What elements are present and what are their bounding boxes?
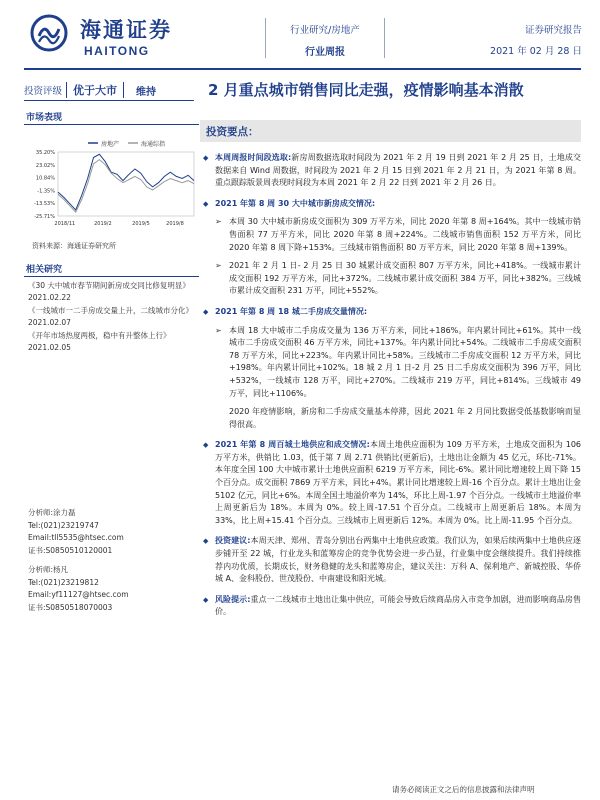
key-point-text: 新房周数据选取时间段为 2021 年 2 月 19 日到 2021 年 2 月 25 日，土地成交数据来自 Wind 周数据，时间段为 2021 年 2 月 15 日到 2021 年 2 月 21 日，为 2021 年第 8 周。重点跟踪版景周表现时间段为本周 2021 年 2 月 22 日到 2021 年 2 月 26 日。 <box>215 153 581 188</box>
y-tick-label: -1.35% <box>37 188 55 195</box>
key-point-investment <box>203 535 581 585</box>
y-tick-label: -25.71% <box>34 214 55 220</box>
header-divider <box>265 18 266 58</box>
key-point-title: 投资建议: <box>215 536 251 546</box>
haitong-logo-icon <box>30 14 68 52</box>
key-point-second-hand <box>203 306 581 319</box>
chart-source: 资料来源：海通证券研究所 <box>32 242 116 250</box>
key-point-new-homes <box>203 198 581 211</box>
x-tick-label: 2018/11 <box>54 221 76 227</box>
report-category: 行业研究/房地产 <box>290 25 360 36</box>
market-performance-heading: 市场表现 <box>26 113 63 123</box>
related-report-link[interactable]: 《30 大中城市春节期间新房成交同比修复明显》2021.02.22 <box>28 281 190 302</box>
analyst-certificate: 证书:S0850510120001 <box>28 546 113 556</box>
section-rule <box>24 124 199 125</box>
analyst-phone: Tel:(021)23219812 <box>28 577 99 587</box>
sub-point: ➢ 本周 30 大中城市新房成交面积为 309 万平方米，同比 2020 年第 8 周+164%。其中一线城市销售面积 77 万平方米，同比 2020 年第 8 周+224%。二线城市销售面积 152 万平方米，同比 2020 年第 8 周下降+153%。三线城市销售面积 80 万平方米，同比 2020 年第 8 周+139%。 <box>203 216 581 254</box>
key-point-note: 2020 年疫情影响，新房和二手房成交量基本停滞，因此 2021 年 2 月同比数据受低基数影响而显得很高。 <box>229 407 581 429</box>
analyst-certificate: 证书:S0850518070003 <box>28 602 113 612</box>
key-point-text: 本周天津、郑州、青岛分别出台两集中土地供应政策。我们认为，如果后续两集中土地供应逐步铺开至 22 城，行业龙头和蓝筹房企的竞争优势会进一步凸显，行业集中度会继续提升。我们持续推荐内功优质，长期成长，财务稳健的龙头和蓝筹房企，建议关注：万科 A、保利地产、新城控股、华侨城 A、金科股份、世茂股份、中南建设和阳光城。 <box>215 536 581 584</box>
rating-value: 优于大市 <box>66 82 124 98</box>
y-tick-label: 35.20% <box>35 150 55 156</box>
x-tick-label: 2019/2 <box>94 221 112 227</box>
header-divider <box>384 18 385 58</box>
key-point-period <box>203 152 581 190</box>
y-tick-label: 23.02% <box>35 162 55 169</box>
legend-label-series-0: 房地产 <box>101 141 120 148</box>
analyst-contacts <box>28 507 200 615</box>
key-point-risk <box>203 594 581 619</box>
key-point-title: 本周周报时间段选取: <box>215 153 292 162</box>
x-tick-label: 2019/5 <box>132 221 150 227</box>
sub-point: ➢ 2021 年 2 月 1 日- 2 月 25 日 30 城累计成交面积 807 万平方米，同比+418%。一线城市累计成交面积 192 万平方米，同比+372%。二线城市累计成交面积 384 万平，同比+382%。三线城市累计成交面积 231 万平，同比+552%。 <box>203 260 581 298</box>
footer-disclaimer: 请务必阅读正文之后的信息披露和法律声明 <box>392 785 535 794</box>
key-points-heading: 投资要点： <box>206 126 259 138</box>
report-type: 证券研究报告 <box>524 25 582 36</box>
section-rule <box>24 276 199 277</box>
header-rule <box>24 68 581 70</box>
analyst-email[interactable]: Email:tll5535@htsec.com <box>28 533 124 543</box>
key-point-title: 2021 年第 8 周百城土地供应和成交情况: <box>215 440 370 450</box>
rating-hold: 维持 <box>136 86 157 98</box>
y-tick-label: 10.84% <box>35 175 55 182</box>
key-point-text: 重点一二线城市土地出让集中供应，可能会导致后续商品房入市竞争加剧，进而影响商品房售价。 <box>215 594 581 617</box>
series-line-0 <box>58 154 194 210</box>
key-point-title: 风险提示: <box>215 594 251 604</box>
analyst-name: 分析师:涂力磊 <box>28 508 76 517</box>
related-report-link[interactable]: 《开年市场热度两极，稳中有升整体上行》2021.02.05 <box>28 331 171 352</box>
logo-text: 海通证券 <box>80 17 172 42</box>
analyst-name: 分析师:杨凡 <box>28 564 69 574</box>
x-tick-label: 2019/8 <box>166 221 184 227</box>
investment-rating <box>24 80 194 101</box>
key-point-land <box>203 439 581 527</box>
sub-point: ➢ 本周 18 大中城市二手房成交量为 136 万平方米，同比+186%。年内累计同比+61%。其中一线城市二手房成交面积 46 万平方米，同比+137%。年内累计同比+54%。二线城市二手房成交面积 78 万平方米，同比+223%。年内累计同比+58%。三线城市二手房成交面积 12 万平方米，同比+198%。年内累计同比+102%。18 城 2 月 1 日-2 月 25 日二手房成交面积为 396 万平，同比+532%，一线城市 128 万平，同比+270%。二线城市 219 万平，同比+814%。三线城市 49 万平，同比+1106%。 <box>203 325 581 401</box>
related-research-heading: 相关研究 <box>26 265 63 275</box>
analyst-phone: Tel:(021)23219747 <box>28 520 99 530</box>
market-performance-chart <box>26 134 198 234</box>
rating-label: 投资评级 <box>24 86 63 97</box>
report-subcategory: 行业周报 <box>305 47 345 58</box>
logo-english: HAITONG <box>84 44 150 58</box>
key-point-title: 2021 年第 8 周 18 城二手房成交量情况: <box>215 306 368 316</box>
key-point-text: 本周土地供应面积为 109 万平方米，土地成交面积为 106 万平方米，供销比 1.03，低于第 7 周 2.71 供销比(更新后)，土地出让金额为 45 亿元，环比-71%。本年度全国 100 大中城市累计土地供应面积 6219 万平方米，同比-6%。累计同比增速较上周下降 15 个百分点。成交面积 7869 万平方米，同比+4%。累计同比增速较上周-16 个百分点。累计土地出让金 5102 亿元，同比+6%。本周全国土地溢价率为 14%，环比上周-1.97 个百分点。一线城市土地溢价率上周更新后为 18%。本周为 0%。较上周-17.51 个百分点。二线城市上周更新后 18%。本周为 33%，比上周+15.41 个百分点。三线城市上周更新后 12%。本周为 0%。比上周-11.95 个百分点。 <box>215 440 582 525</box>
report-date: 2021 年 02 月 28 日 <box>490 46 582 57</box>
y-tick-label: -13.53% <box>34 201 55 208</box>
legend-label-series-1: 海通综指 <box>141 141 166 148</box>
related-research-list <box>28 280 200 355</box>
key-point-title: 2021 年第 8 周 30 大中城市新房成交情况: <box>215 198 376 208</box>
report-title: 2 月重点城市销售同比走强，疫情影响基本消散 <box>208 81 524 99</box>
related-report-link[interactable]: 《一线城市一二手房成交量上升，二线城市分化》2021.02.07 <box>28 306 193 327</box>
analyst-email[interactable]: Email:yf11127@htsec.com <box>28 590 129 600</box>
report-body <box>203 152 581 619</box>
